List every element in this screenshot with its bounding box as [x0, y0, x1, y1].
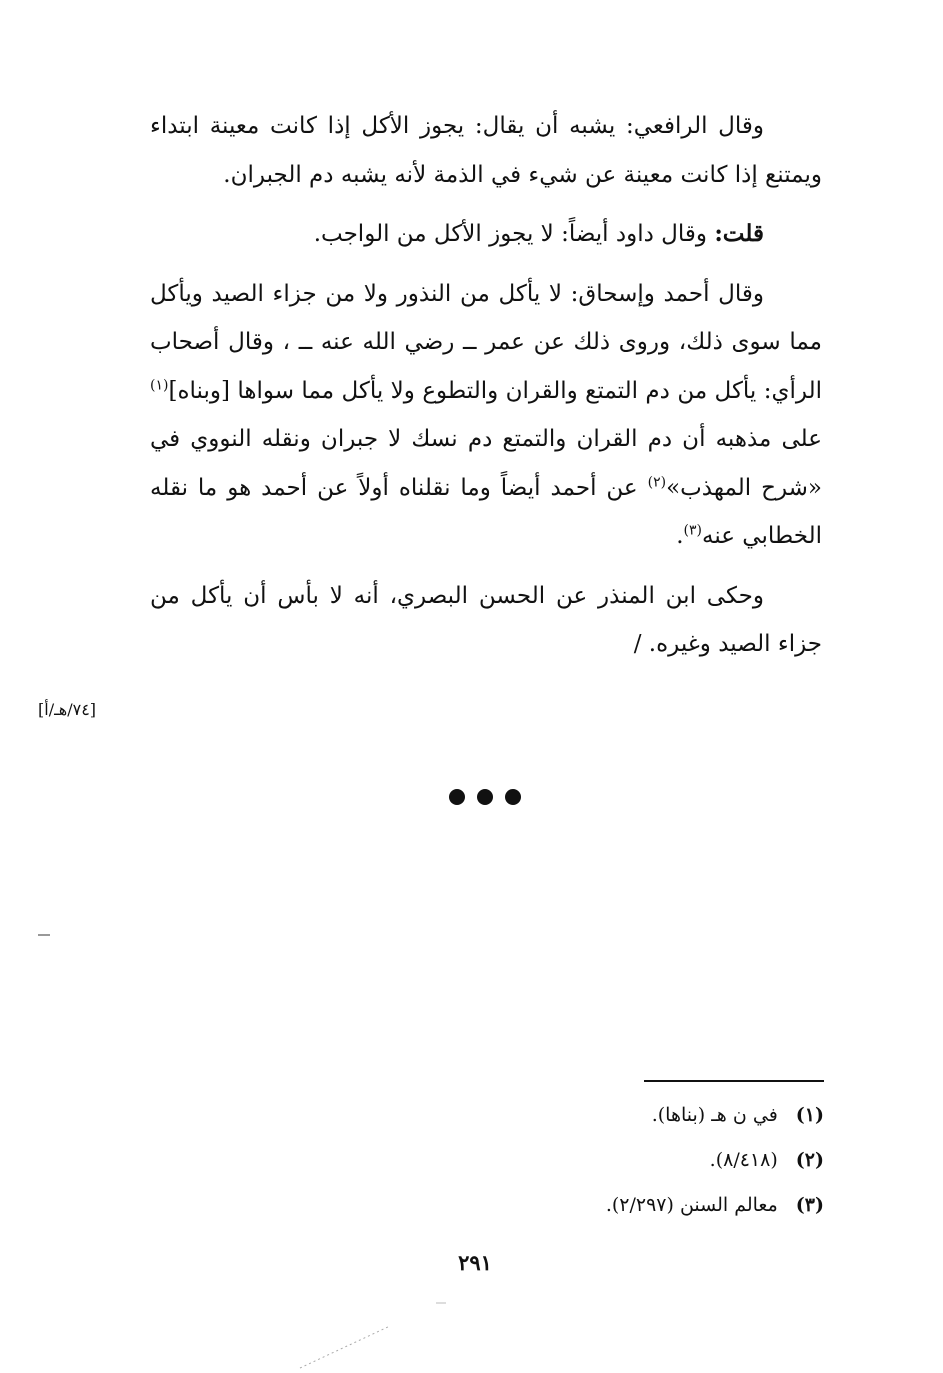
manuscript-folio-marker: [٧٤/هـ/أ] [38, 700, 97, 719]
footnote-ref-1: (١) [150, 376, 169, 393]
footnote-number: (٢) [795, 1149, 824, 1171]
paragraph-4-text: وحكى ابن المنذر عن الحسن البصري، أنه لا بأس أن يأكل من جزاء الصيد وغيره. / [150, 582, 822, 657]
footnote-number: (٣) [795, 1194, 824, 1216]
paragraph-3-text-b: على مذهبه أن دم القران والتمتع دم نسك لا جبران ونقله النووي في «شرح المهذب» [150, 426, 822, 501]
footnote-text: في ن هـ (بناها). [651, 1104, 778, 1126]
paragraph-3-text-c: عن أحمد أيضاً وما نقلناه أولاً عن أحمد هو ما نقله الخطابي عنه [150, 474, 822, 549]
paragraph-3-text-d: . [676, 523, 684, 549]
paragraph-1-text: وقال الرافعي: يشبه أن يقال: يجوز الأكل إذا كانت معينة ابتداء ويمتنع إذا كانت معينة عن شيء في الذمة لأنه يشبه دم الجبران. [150, 113, 822, 188]
paragraph-2-lead: قلت: [714, 220, 764, 247]
paragraph-2-text: وقال داود أيضاً: لا يجوز الأكل من الواجب. [313, 221, 715, 247]
paragraph-3-text-a: وقال أحمد وإسحاق: لا يأكل من النذور ولا من جزاء الصيد ويأكل مما سوى ذلك، وروى ذلك عن عمر ــ رضي الله عنه ــ ، وقال أصحاب الرأي: يأكل من دم التمتع والقران والتطوع ولا يأكل مما سواها [وبناه] [150, 280, 822, 404]
footnote-ref-3: (٣) [683, 522, 702, 539]
footnote-number: (١) [795, 1104, 824, 1126]
footnote-text: (٨/٤١٨). [709, 1149, 778, 1171]
footnote-text: معالم السنن (٢/٢٩٧). [605, 1194, 778, 1216]
page-number: ٢٩١ [458, 1250, 492, 1275]
footnote-ref-2: (٢) [647, 473, 667, 490]
